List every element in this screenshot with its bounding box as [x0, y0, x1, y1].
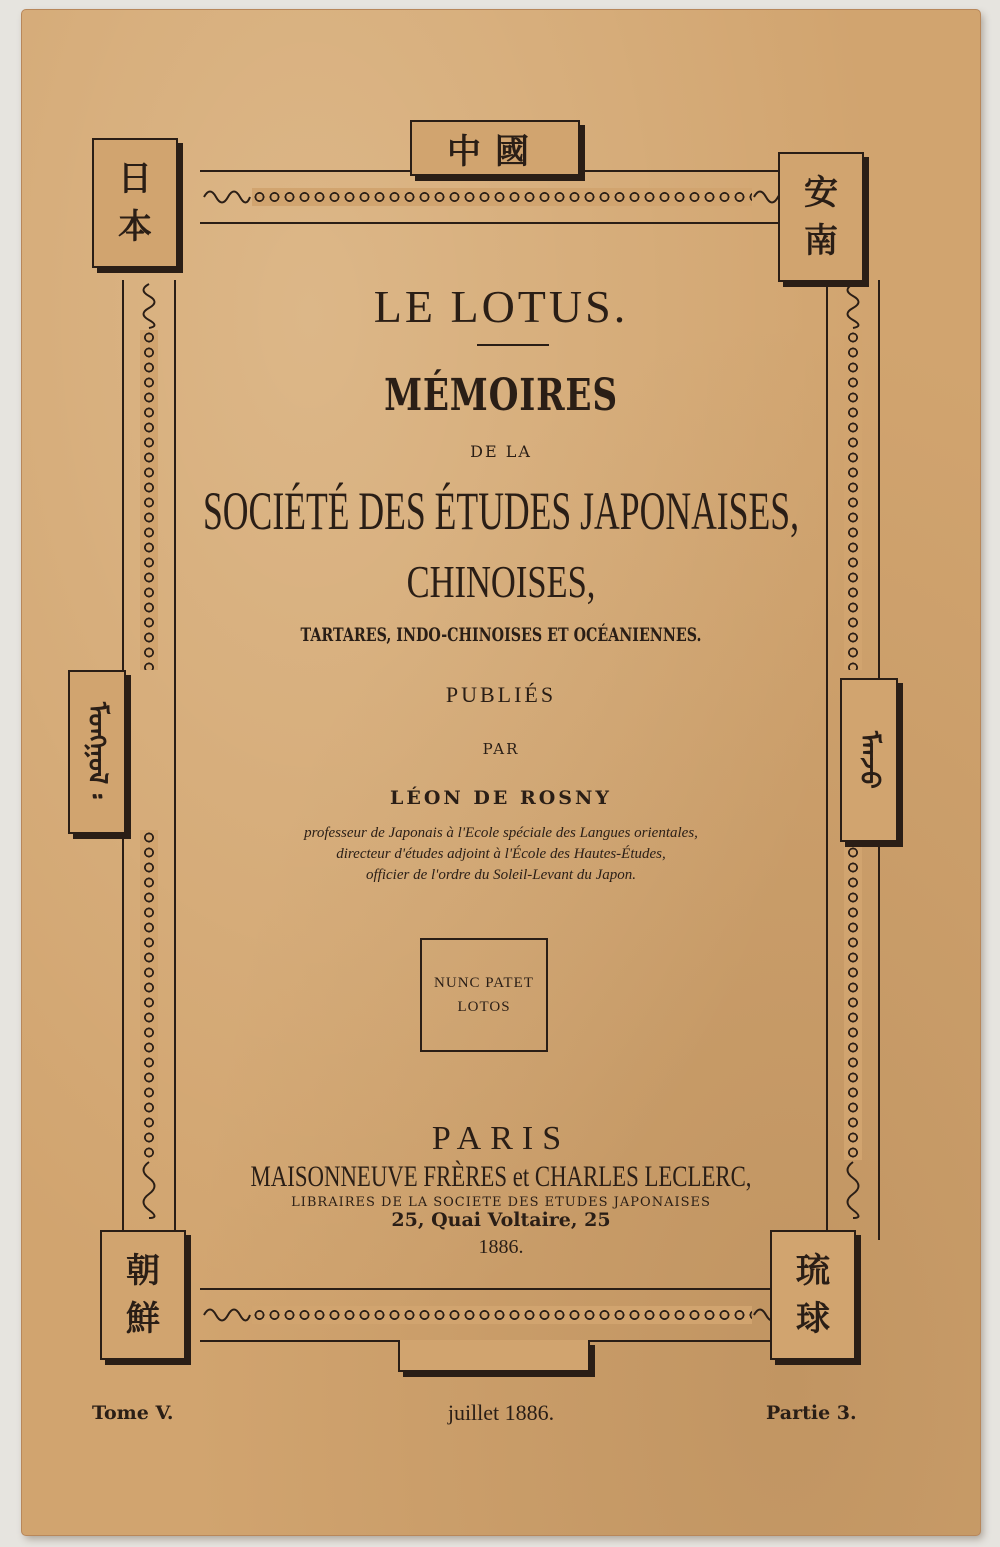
imprint-publisher-sub: LIBRAIRES DE LA SOCIETE DES ETUDES JAPONAISES: [291, 1195, 711, 1210]
japan-char-2: 本: [118, 207, 152, 247]
box-top-right-annam: [778, 152, 864, 282]
frame-top-inner: [200, 222, 802, 224]
frame-right-outer: [826, 280, 828, 1240]
author-credit-2: directeur d'études adjoint à l'École des Hautes-Études,: [336, 846, 666, 862]
ornament-band-bottom: [252, 1306, 752, 1324]
china-label: 中國: [447, 131, 543, 172]
box-bottom-center: [398, 1340, 590, 1372]
squiggle-ornament-bottom-left: [202, 1302, 252, 1328]
heading-societe: SOCIÉTÉ DES ÉTUDES JAPONAISES,: [202, 481, 800, 541]
imprint-year: 1886.: [478, 1236, 524, 1258]
frame-bottom-outer: [200, 1288, 802, 1290]
manchu-script-right: ᠮᠠᠨᠵᠤ: [854, 731, 884, 789]
motto-line-1: NUNC PATET: [434, 975, 534, 991]
motto-box: [420, 938, 548, 1052]
box-top-china: [410, 120, 580, 176]
footer-partie: Partie 3.: [766, 1402, 857, 1424]
text-publies: PUBLIÉS: [445, 682, 557, 707]
imprint-city: PARIS: [431, 1120, 571, 1157]
frame-left-inner: [174, 280, 176, 1240]
korea-char-1: 朝: [126, 1251, 160, 1291]
author-credit-1: professeur de Japonais à l'Ecole spéciale des Langues orientales,: [304, 825, 698, 841]
author-name: LÉON DE ROSNY: [390, 787, 612, 809]
squiggle-ornament-top-left: [202, 184, 252, 210]
author-credit-3: officier de l'ordre du Soleil-Levant du Japon.: [366, 867, 636, 883]
korea-char-2: 鮮: [126, 1299, 160, 1339]
book-cover: [22, 10, 980, 1535]
ornament-band-top: [252, 188, 752, 206]
annam-char-2: 南: [804, 221, 838, 261]
title-rule: [477, 344, 549, 346]
mongol-script-left: ᠮᠣᠩᠭᠣᠯ ፡: [82, 702, 112, 802]
imprint-publisher: MAISONNEUVE FRÈRES et CHARLES LECLERC,: [250, 1160, 752, 1193]
japan-char-1: 日: [118, 159, 152, 199]
motto-line-2: LOTOS: [457, 999, 511, 1015]
box-top-left-japan: [92, 138, 178, 268]
title-le-lotus: LE LOTUS.: [373, 281, 629, 332]
ryukyu-char-2: 球: [796, 1299, 830, 1339]
footer-date: juillet 1886.: [447, 1400, 555, 1425]
heading-memoires: MÉMOIRES: [384, 370, 618, 421]
subheading-tartares: TARTARES, INDO-CHINOISES ET OCÉANIENNES.: [300, 624, 702, 646]
heading-chinoises: CHINOISES,: [406, 556, 596, 607]
footer-tome: Tome V.: [92, 1402, 174, 1424]
text-par: PAR: [482, 740, 520, 758]
imprint-address: 25, Quai Voltaire, 25: [391, 1209, 611, 1231]
ryukyu-char-1: 琉: [796, 1251, 830, 1291]
annam-char-1: 安: [804, 173, 838, 213]
text-de-la: DE LA: [470, 442, 532, 461]
